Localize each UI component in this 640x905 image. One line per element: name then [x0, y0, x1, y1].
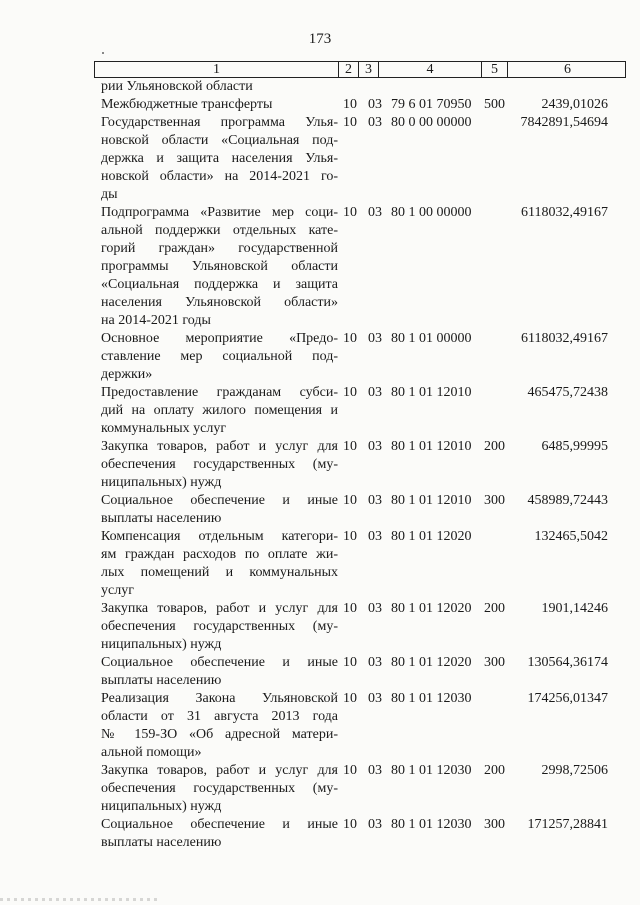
- row-name-line: новской области» на 2014-2021 го-: [101, 169, 338, 184]
- row-name-line: ям граждан расходов по оплате жи-: [101, 547, 338, 562]
- row-name-line: Социальное обеспечение и иные: [101, 493, 338, 508]
- subsection-code: 03: [368, 385, 382, 400]
- row-name: [101, 654, 338, 690]
- row-amount: 458989,72443: [527, 493, 608, 508]
- target-article-code: 80 1 01 12010: [391, 439, 472, 454]
- row-amount: 6118032,49167: [521, 331, 608, 346]
- section-code: 10: [343, 97, 357, 112]
- row-name-line: Подпрограмма «Развитие мер соци-: [101, 205, 338, 220]
- row-name-line: Реализация Закона Ульяновской: [101, 691, 338, 706]
- target-article-code: 80 1 01 12010: [391, 385, 472, 400]
- expense-type-code: 500: [484, 97, 505, 112]
- row-name-line: ды: [101, 187, 118, 202]
- table-row: [0, 600, 640, 654]
- row-name-line: Социальное обеспечение и иные: [101, 655, 338, 670]
- row-amount: 171257,28841: [527, 817, 608, 832]
- expense-type-code: 300: [484, 817, 505, 832]
- section-code: 10: [343, 601, 357, 616]
- row-name: [101, 438, 338, 492]
- row-name-line: Закупка товаров, работ и услуг для: [101, 439, 338, 454]
- row-name-line: «Социальная поддержка и защита: [101, 277, 338, 292]
- row-name-line: ниципальных) нужд: [101, 637, 222, 652]
- table-row: [0, 492, 640, 528]
- table-row: [0, 204, 640, 330]
- subsection-code: 03: [368, 97, 382, 112]
- section-code: 10: [343, 655, 357, 670]
- row-name-line: альной поддержки отдельных кате-: [101, 223, 338, 238]
- header-col-5: 5: [481, 62, 507, 77]
- row-name-line: обеспечения государственных (му-: [101, 457, 338, 472]
- table-row: [0, 114, 640, 204]
- header-col-2: 2: [338, 62, 358, 77]
- row-name: [101, 528, 338, 600]
- row-name: [101, 204, 338, 330]
- row-name-line: выплаты населению: [101, 835, 222, 850]
- row-name-line: новской области «Социальная под-: [101, 133, 338, 148]
- row-amount: 130564,36174: [527, 655, 608, 670]
- row-name-line: услуг: [101, 583, 134, 598]
- row-name-line: области от 31 августа 2013 года: [101, 709, 338, 724]
- row-amount: 7842891,54694: [520, 115, 608, 130]
- subsection-code: 03: [368, 493, 382, 508]
- target-article-code: 80 1 01 12020: [391, 655, 472, 670]
- row-name-line: горий граждан» государственной: [101, 241, 338, 256]
- table-row: [0, 384, 640, 438]
- expense-type-code: 300: [484, 655, 505, 670]
- row-name-line: Межбюджетные трансферты: [101, 97, 273, 112]
- header-col-6: 6: [507, 62, 627, 77]
- row-amount: 174256,01347: [527, 691, 608, 706]
- table-row: [0, 816, 640, 852]
- row-name: [101, 384, 338, 438]
- section-code: 10: [343, 439, 357, 454]
- section-code: 10: [343, 331, 357, 346]
- target-article-code: 80 1 01 12010: [391, 493, 472, 508]
- row-name-line: выплаты населению: [101, 673, 222, 688]
- table-header: [94, 61, 626, 78]
- header-col-4: 4: [378, 62, 481, 77]
- row-name: [101, 96, 338, 114]
- row-name-line: Компенсация отдельным категори-: [101, 529, 338, 544]
- row-name: [101, 816, 338, 852]
- table-row: [0, 528, 640, 600]
- page-number: 173: [308, 31, 332, 47]
- row-name-line: альной помощи»: [101, 745, 202, 760]
- row-name-line: лых помещений и коммунальных: [101, 565, 338, 580]
- row-name-line: Государственная программа Улья-: [101, 115, 338, 130]
- row-amount: 2998,72506: [541, 763, 608, 778]
- budget-table-body: [0, 78, 640, 852]
- subsection-code: 03: [368, 331, 382, 346]
- row-amount: 132465,5042: [534, 529, 608, 544]
- table-row: [0, 330, 640, 384]
- header-col-1: 1: [213, 62, 220, 77]
- row-name-line: обеспечения государственных (му-: [101, 781, 338, 796]
- table-row: [0, 438, 640, 492]
- row-amount: 2439,01026: [541, 97, 608, 112]
- section-code: 10: [343, 817, 357, 832]
- row-name: [101, 492, 338, 528]
- row-name-line: коммунальных услуг: [101, 421, 227, 436]
- row-name-line: дий на оплату жилого помещения и: [101, 403, 338, 418]
- scan-artifact: [0, 898, 160, 901]
- row-name-line: рии Ульяновской области: [101, 79, 253, 94]
- target-article-code: 79 6 01 70950: [391, 97, 472, 112]
- subsection-code: 03: [368, 529, 382, 544]
- section-code: 10: [343, 763, 357, 778]
- row-name-line: Закупка товаров, работ и услуг для: [101, 763, 338, 778]
- row-amount: 1901,14246: [541, 601, 608, 616]
- target-article-code: 80 1 01 12020: [391, 601, 472, 616]
- target-article-code: 80 0 00 00000: [391, 115, 472, 130]
- target-article-code: 80 1 01 12030: [391, 763, 472, 778]
- target-article-code: 80 1 01 00000: [391, 331, 472, 346]
- row-name-line: населения Ульяновской области»: [101, 295, 338, 310]
- row-name-line: ниципальных) нужд: [101, 799, 222, 814]
- expense-type-code: 200: [484, 601, 505, 616]
- row-name-line: Социальное обеспечение и иные: [101, 817, 338, 832]
- row-name: [101, 600, 338, 654]
- expense-type-code: 300: [484, 493, 505, 508]
- subsection-code: 03: [368, 115, 382, 130]
- section-code: 10: [343, 115, 357, 130]
- row-name-line: ниципальных) нужд: [101, 475, 222, 490]
- section-code: 10: [343, 691, 357, 706]
- subsection-code: 03: [368, 601, 382, 616]
- section-code: 10: [343, 529, 357, 544]
- target-article-code: 80 1 01 12030: [391, 817, 472, 832]
- row-name-line: держка и защита населения Улья-: [101, 151, 338, 166]
- row-name-line: Основное мероприятие «Предо-: [101, 331, 338, 346]
- subsection-code: 03: [368, 439, 382, 454]
- row-name-line: программы Ульяновской области: [101, 259, 338, 274]
- table-row: [0, 690, 640, 762]
- row-name-line: на 2014-2021 годы: [101, 313, 211, 328]
- table-row: [0, 762, 640, 816]
- subsection-code: 03: [368, 205, 382, 220]
- subsection-code: 03: [368, 691, 382, 706]
- scan-dot: [102, 52, 104, 54]
- row-name-line: № 159-ЗО «Об адресной матери-: [101, 727, 338, 742]
- row-name: [101, 762, 338, 816]
- target-article-code: 80 1 01 12030: [391, 691, 472, 706]
- row-amount: 465475,72438: [527, 385, 608, 400]
- row-name-line: выплаты населению: [101, 511, 222, 526]
- table-row: [0, 78, 640, 96]
- row-amount: 6118032,49167: [521, 205, 608, 220]
- row-name-line: Закупка товаров, работ и услуг для: [101, 601, 338, 616]
- subsection-code: 03: [368, 655, 382, 670]
- target-article-code: 80 1 00 00000: [391, 205, 472, 220]
- row-amount: 6485,99995: [541, 439, 608, 454]
- row-name: [101, 330, 338, 384]
- header-col-3: 3: [358, 62, 378, 77]
- section-code: 10: [343, 205, 357, 220]
- section-code: 10: [343, 385, 357, 400]
- table-row: [0, 654, 640, 690]
- table-row: [0, 96, 640, 114]
- row-name-line: держки»: [101, 367, 153, 382]
- target-article-code: 80 1 01 12020: [391, 529, 472, 544]
- row-name: [101, 78, 338, 96]
- row-name-line: ставление мер социальной под-: [101, 349, 338, 364]
- subsection-code: 03: [368, 763, 382, 778]
- section-code: 10: [343, 493, 357, 508]
- row-name: [101, 690, 338, 762]
- subsection-code: 03: [368, 817, 382, 832]
- row-name-line: обеспечения государственных (му-: [101, 619, 338, 634]
- expense-type-code: 200: [484, 439, 505, 454]
- row-name-line: Предоставление гражданам субси-: [101, 385, 338, 400]
- expense-type-code: 200: [484, 763, 505, 778]
- row-name: [101, 114, 338, 204]
